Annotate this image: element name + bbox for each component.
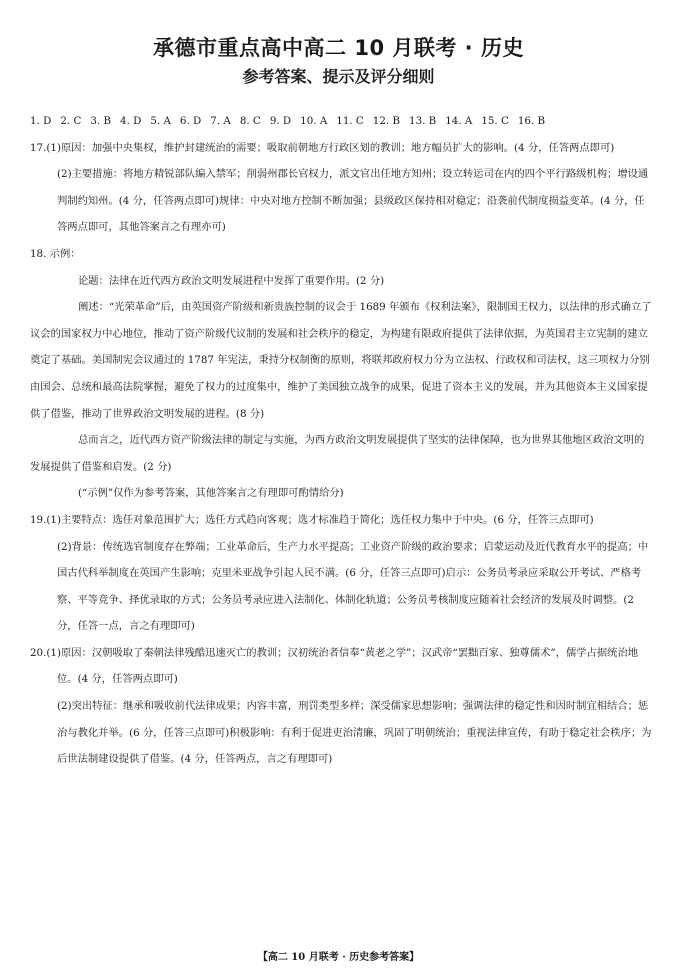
choice-answer: 14. A — [445, 115, 473, 127]
q19-part2: (2)背景：传统选官制度存在弊端；工业革命后，生产力水平提高；工业资产阶级的政治要求；启蒙运动及近代教育水平的提高；中国古代科举制度在英国产生影响；克里米亚战争引起人民不满。(6 分，任答三点即可)启示：公务员考录应采取公开考试、严格考察、平等竞争、择优录取的方式；公务员考录应进入法制化、体制化轨道；公务员考核制度应随着社会经济的发展及时调整。(2 分，任答一点，言之有理即可) — [57, 540, 649, 633]
page-title: 承德市重点高中高二 10 月联考 · 历史 — [153, 36, 524, 60]
choice-answer: 16. B — [517, 115, 546, 127]
choice-answer: 9. D — [269, 115, 292, 127]
choice-answer: 4. D — [120, 115, 142, 127]
choice-answer: 6. D — [179, 115, 202, 127]
choice-answers-row — [30, 108, 654, 135]
q19-part1: 19.(1)主要特点：选任对象范围扩大；选任方式趋向客观；选才标准趋于简化；选任权力集中于中央。(6 分，任答三点即可) — [30, 513, 594, 526]
choice-answer: 13. B — [409, 115, 437, 127]
q18-heading: 18. 示例： — [30, 247, 81, 260]
choice-answer: 15. C — [481, 115, 509, 127]
choice-answer: 2. C — [60, 115, 82, 127]
q20-part2: (2)突出特征：继承和吸收前代法律成果；内容丰富，刑罚类型多样；深受儒家思想影响；强调法律的稳定性和因时制宜相结合；惩治与教化并举。(6 分，任答三点即可)积极影响：有利于促进吏治清廉，巩固了明朝统治；重视法律宣传，有助于稳定社会秩序；为后世法制建设提供了借鉴。(4 分，任答两点，言之有理即可) — [57, 700, 652, 766]
page-subtitle: 参考答案、提示及评分细则 — [242, 67, 435, 86]
q17-part1: 17.(1)原因：加强中央集权，维护封建统治的需要；吸取前朝地方行政区划的教训；地方幅员扩大的影响。(4 分，任答两点即可) — [30, 141, 615, 154]
page-footer: 【高二 10 月联考 · 历史参考答案】 — [257, 952, 420, 963]
q18-conclusion: 总而言之，近代西方资产阶级法律的制定与实施，为西方政治文明发展提供了坚实的法律保障，也为世界其他地区政治文明的发展提供了借鉴和启发。(2 分) — [30, 434, 645, 473]
answer-content — [30, 108, 654, 773]
choice-answer: 1. D — [30, 115, 52, 127]
choice-answer: 5. A — [150, 115, 171, 127]
q18-thesis: 论题：法律在近代西方政治文明发展进程中发挥了重要作用。(2 分) — [78, 274, 385, 287]
choice-answer: 8. C — [239, 115, 261, 127]
choice-answer: 3. B — [90, 115, 112, 127]
q18-argument: 阐述：“光荣革命”后，由英国资产阶级和新贵族控制的议会于 1689 年颁布《权利法案》，限制国王权力，以法律的形式确立了议会的国家权力中心地位，推动了资产阶级代议制的发展和社会秩序的稳定，为构建有限政府提供了法律依据，为英国君主立宪制的建立奠定了基础。美国制宪会议通过的 1787 年宪法，秉持分权制衡的原则，将联邦政府权力分为立法权、行政权和司法权，这三项权力分别由国会、总统和最高法院掌握，避免了权力的过度集中，维护了美国独立战争的成果，促进了资本主义的发展，并为其他资本主义国家提供了借鉴，推动了世界政治文明发展的进程。(8 分) — [30, 301, 652, 420]
choice-answer: 7. A — [210, 115, 231, 127]
choice-answer: 10. A — [300, 115, 328, 127]
q20-part1: 20.(1)原因：汉朝吸取了秦朝法律残酷迅速灭亡的教训；汉初统治者信奉“黄老之学”；汉武帝“罢黜百家、独尊儒术”，儒学占据统治地位。(4 分，任答两点即可) — [30, 646, 639, 686]
q17-part2: (2)主要措施：将地方精锐部队编入禁军；削弱州郡长官权力，派文官出任地方知州；设立转运司在内的四个平行路级机构；增设通判制约知州。(4 分，任答两点即可)规律：中央对地方控制不断加强；县级政区保持相对稳定；沿袭前代制度损益变革。(4 分，任答两点即可，其他答案言之有理亦可) — [57, 168, 649, 234]
choice-answer: 12. B — [372, 115, 401, 127]
choice-answer: 11. C — [336, 115, 364, 127]
q18-note: (“示例”仅作为参考答案，其他答案言之有理即可酌情给分) — [78, 487, 344, 500]
